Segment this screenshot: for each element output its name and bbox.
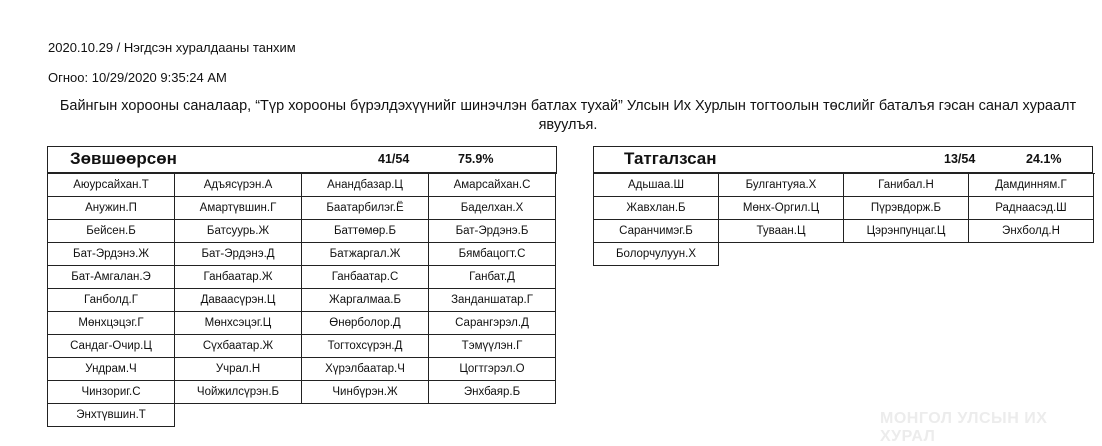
yes-votes-box bbox=[47, 146, 557, 427]
no-name-cell: Саранчимэг.Б bbox=[594, 220, 719, 243]
yes-name-cell: Сандаг-Очир.Ц bbox=[48, 335, 175, 358]
no-votes-header bbox=[593, 146, 1093, 173]
no-name-cell: Мөнх-Оргил.Ц bbox=[719, 197, 844, 220]
yes-name-cell: Ундрам.Ч bbox=[48, 358, 175, 381]
yes-name-cell: Учрал.Н bbox=[175, 358, 302, 381]
no-percent: 24.1% bbox=[1026, 152, 1062, 166]
yes-name-cell: Чинбүрэн.Ж bbox=[302, 381, 429, 404]
yes-name-cell: Ганболд.Г bbox=[48, 289, 175, 312]
no-name-cell: Раднаасэд.Ш bbox=[969, 197, 1094, 220]
yes-name-cell: Бат-Эрдэнэ.Б bbox=[429, 220, 556, 243]
yes-name-cell: Энхбаяр.Б bbox=[429, 381, 556, 404]
yes-percent: 75.9% bbox=[458, 152, 494, 166]
yes-name-cell: Чинзориг.С bbox=[48, 381, 175, 404]
yes-name-cell: Ганбаатар.Ж bbox=[175, 266, 302, 289]
yes-name-cell: Ганбат.Д bbox=[429, 266, 556, 289]
yes-name-cell: Өнөрболор.Д bbox=[302, 312, 429, 335]
yes-name-cell: Баатарбилэг.Ё bbox=[302, 197, 429, 220]
session-line: 2020.10.29 / Нэгдсэн хуралдааны танхим bbox=[48, 40, 296, 55]
yes-name-cell: Батжаргал.Ж bbox=[302, 243, 429, 266]
yes-name-cell: Жаргалмаа.Б bbox=[302, 289, 429, 312]
yes-count: 41/54 bbox=[378, 152, 410, 166]
yes-label: Зөвшөөрсөн bbox=[70, 149, 177, 168]
yes-name-cell: Тэмүүлэн.Г bbox=[429, 335, 556, 358]
no-names-grid bbox=[593, 173, 1095, 266]
yes-name-cell: Батсуурь.Ж bbox=[175, 220, 302, 243]
yes-name-cell: Бейсен.Б bbox=[48, 220, 175, 243]
yes-name-cell: Анужин.П bbox=[48, 197, 175, 220]
yes-name-cell: Сарангэрэл.Д bbox=[429, 312, 556, 335]
yes-name-cell: Мөнхсэцэг.Ц bbox=[175, 312, 302, 335]
yes-name-cell: Ганбаатар.С bbox=[302, 266, 429, 289]
date-line: Огноо: 10/29/2020 9:35:24 AM bbox=[48, 70, 227, 85]
yes-name-cell: Бат-Амгалан.Э bbox=[48, 266, 175, 289]
yes-name-cell: Бат-Эрдэнэ.Ж bbox=[48, 243, 175, 266]
yes-name-cell: Энхтүвшин.Т bbox=[48, 404, 175, 427]
yes-name-cell: Амартүвшин.Г bbox=[175, 197, 302, 220]
no-votes-box bbox=[593, 146, 1093, 266]
yes-name-cell: Баделхан.Х bbox=[429, 197, 556, 220]
yes-name-cell: Мөнхцэцэг.Г bbox=[48, 312, 175, 335]
yes-name-cell: Баттөмөр.Б bbox=[302, 220, 429, 243]
no-name-cell: Болорчулуун.Х bbox=[594, 243, 719, 266]
yes-name-cell: Адъясүрэн.А bbox=[175, 174, 302, 197]
yes-name-cell: Хүрэлбаатар.Ч bbox=[302, 358, 429, 381]
yes-name-cell: Бямбацогт.С bbox=[429, 243, 556, 266]
no-name-cell: Адьшаа.Ш bbox=[594, 174, 719, 197]
yes-names-grid bbox=[47, 173, 557, 427]
no-label: Татгалзсан bbox=[624, 149, 717, 168]
no-name-cell: Жавхлан.Б bbox=[594, 197, 719, 220]
yes-name-cell: Тогтохсүрэн.Д bbox=[302, 335, 429, 358]
no-name-cell: Пүрэвдорж.Б bbox=[844, 197, 969, 220]
no-name-cell: Энхболд.Н bbox=[969, 220, 1094, 243]
yes-name-cell: Занданшатар.Г bbox=[429, 289, 556, 312]
no-name-cell: Ганибал.Н bbox=[844, 174, 969, 197]
watermark-text: МОНГОЛ УЛСЫН ИХ ХУРАЛ bbox=[880, 410, 1048, 445]
yes-name-cell: Бат-Эрдэнэ.Д bbox=[175, 243, 302, 266]
no-name-cell: Булгантуяа.Х bbox=[719, 174, 844, 197]
yes-name-cell: Сүхбаатар.Ж bbox=[175, 335, 302, 358]
no-name-cell: Туваан.Ц bbox=[719, 220, 844, 243]
yes-votes-header bbox=[47, 146, 557, 173]
yes-name-cell: Даваасүрэн.Ц bbox=[175, 289, 302, 312]
no-name-cell: Дамдинням.Г bbox=[969, 174, 1094, 197]
no-name-cell: Цэрэнпунцаг.Ц bbox=[844, 220, 969, 243]
yes-name-cell: Чойжилсүрэн.Б bbox=[175, 381, 302, 404]
motion-title: Байнгын хорооны саналаар, “Түр хорооны бүрэлдэхүүнийг шинэчлэн батлах тухай” Улсын Их Хурлын тогтоолын төслийг баталъя гэсан санал хураалт явуулъя. bbox=[59, 98, 1077, 133]
no-count: 13/54 bbox=[944, 152, 976, 166]
yes-name-cell: Анандбазар.Ц bbox=[302, 174, 429, 197]
yes-name-cell: Аюурсайхан.Т bbox=[48, 174, 175, 197]
yes-name-cell: Амарсайхан.С bbox=[429, 174, 556, 197]
yes-name-cell: Цогтгэрэл.О bbox=[429, 358, 556, 381]
